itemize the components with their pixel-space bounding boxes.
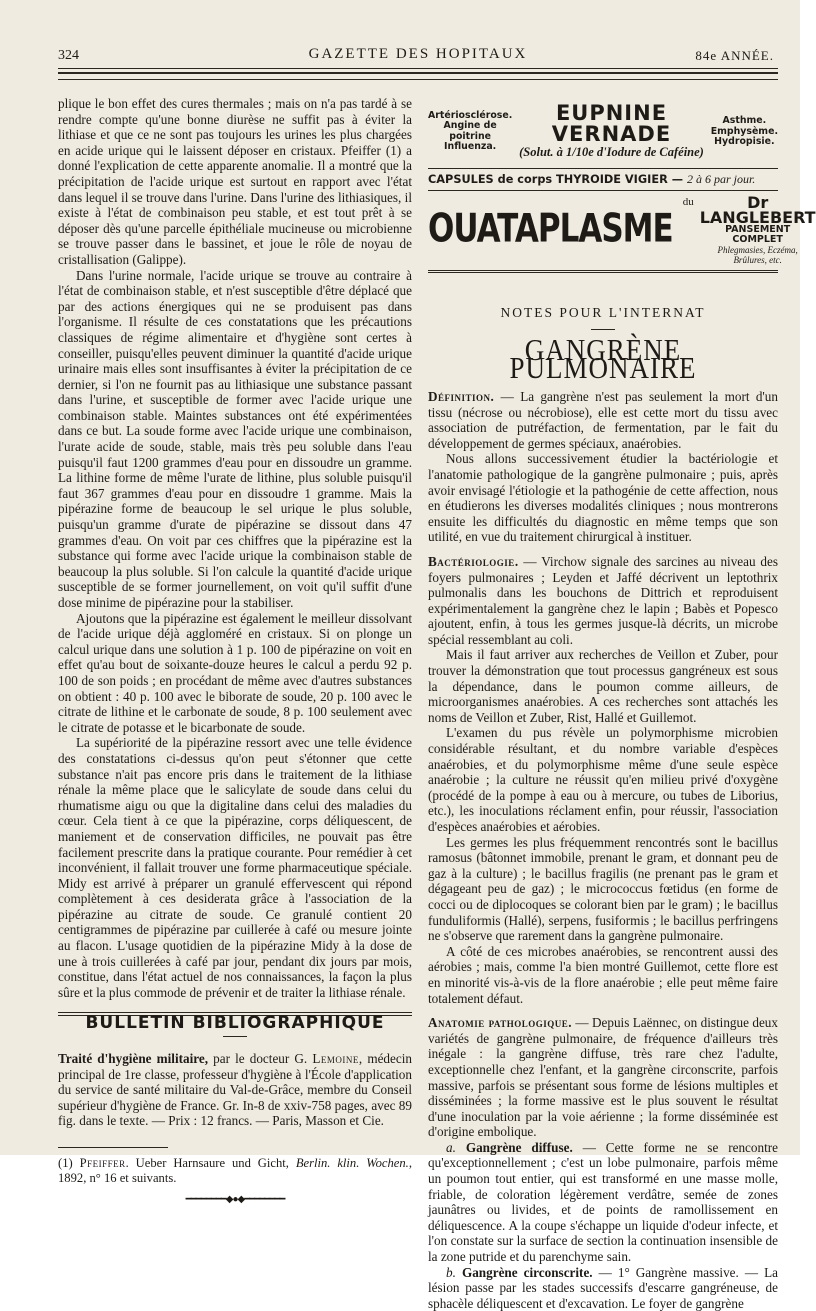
- ouataplasme-brand: OUATAPLASME: [428, 206, 673, 252]
- section-heading: NOTES POUR L'INTERNAT: [500, 305, 706, 321]
- ad-brand-block: EUPNINE VERNADE (Solut. à 1/10e d'Iodure de Caféine): [512, 103, 710, 161]
- paragraph: b. Gangrène circonscrite. — 1° Gangrène massive. — La lésion passe par les stades successifs d'escarre gangréneuse, de sphacèle déliquescent et d'excavation. Le foyer de gangrène: [428, 1264, 778, 1311]
- running-header: [58, 44, 778, 66]
- capsules-ad: CAPSULES de corps THYROIDE VIGIER — 2 à 6 par jour.: [428, 168, 778, 192]
- header-rule-thick: [58, 72, 778, 74]
- book-entry: Traité d'hygiène militaire, par le docteur G. Lemoine, médecin principal de 1re classe, professeur d'hygiène à l'École d'application du service de santé militaire du Val-de-Grâce, membre du Conseil supérieur d'hygiène de France. Gr. In-8 de xxiv-758 pages, avec 89 fig. dans le texte. — Prix : 12 francs. — Paris, Masson et Cie.: [58, 1051, 412, 1129]
- paragraph: A côté de ces microbes anaérobies, se rencontrent aussi des aérobies ; mais, comme l'a bien montré Guillemot, cette flore est en minorité vis-à-vis de la flore anaérobie ; elle peut même faire totalement défaut.: [428, 943, 778, 1006]
- fleuron-ornament: ━━━━━━━━◆●◆━━━━━━━━: [185, 1194, 285, 1205]
- book-title: Traité d'hygiène militaire,: [58, 1051, 209, 1067]
- paragraph: Dans l'urine normale, l'acide urique se trouve au contraire à l'état de combinaison stable, et n'est susceptible d'être déplacé que par des actions énergiques qui ne se produisent pas dans l'organisme. Il résulte de ces constatations que les précautions classiques de régime alimentaire et d'hygiène sont certes à conseiller, puisqu'elles peuvent diminuer la quantité d'acide urique urinaire mais elles sont insuffisantes à éviter la précipitation de ce dernier, si l'on ne fournit pas au lithiasique une substance passant dans l'urine, et susceptible de former avec l'acide urique une combinaison stable. Maintes substances ont été expérimentées dans ce but. La soude forme avec l'acide urique une combinaison, l'urate acide de soude, stable, mais très peu soluble dans l'eau puisqu'il faut 1200 grammes d'eau pour en dissoudre un gramme. La lithine forme de même l'urate de lithine, plus soluble puisqu'il faut 367 grammes d'eau pour en dissoudre 1 gramme. Mais la pipérazine forme de beaucoup le sel urique le plus soluble, puisqu'un gramme d'urate de pipérazine se dissout dans 47 grammes d'eau. On voit par ces chiffres que la pipérazine est la substance qui forme avec l'acide urique la combinaison stable de beaucoup la plus soluble. Si l'on calcule la quantité d'acide urique susceptible de se former journellement, on voit qu'il suffit d'une dose minime de pipérazine pour la stabiliser.: [58, 267, 412, 610]
- article-title: GANGRÈNE PULMONAIRE: [509, 332, 697, 385]
- header-rule-bottom: [58, 79, 778, 80]
- page-number: 324: [58, 48, 79, 63]
- paragraph: Les germes les plus fréquemment rencontrés sont le bacillus ramosus (bâtonnet immobile, prenant le gram, et donnant peu de gaz à la culture) ; le bacillus fragilis (ne prenant pas le gram et dégageant peu de gaz) ; le micrococcus fœtidus (en forme de cocci ou de diplocoques se colorant bien par le gram) ; le bacillus funduliformis (Hallé), serpens, fusiformis ; le bacillus perfringens ne s'observe que rarement dans la gangrène pulmonaire.: [428, 834, 778, 944]
- short-rule: [223, 1036, 247, 1037]
- paragraph: Bactériologie. — Virchow signale des sarcines au niveau des foyers pulmonaires ; Leyden et Jaffé décrivent un leptothrix pulmonalis dans les bouchons de Dittrich et reproduisent expérimentalement la gangrène chez le lapin ; Babès et Popesco ajoutent, enfin, à tous les germes jusque-là décrits, un microbe spécial ressemblant au coli.: [428, 553, 778, 647]
- year-label: 84e ANNÉE.: [695, 48, 774, 63]
- left-column: [58, 96, 412, 1208]
- paragraph: Ajoutons que la pipérazine est également le meilleur dissolvant de l'acide urique déjà aggloméré en cristaux. Si on plonge un calcul urique dans une solution à 1 p. 100 de pipérazine on voit en effet qu'au bout de soixante-douze heures le calcul a perdu 92 p. 100 de son poids ; en procédant de même avec d'autres substances on obtient : 40 p. 100 avec le biborate de soude, 20 p. 100 avec le citrate de lithine et le carbonate de soude, 8 p. 100 seulement avec le citrate de potasse et le bicarbonate de soude.: [58, 610, 412, 735]
- ouataplasme-ad: OUATAPLASME du Dr LANGLEBERT PANSEMENT COMPLET Phlegmasies, Eczéma, Brûlures, etc.: [428, 195, 778, 273]
- paragraph: a. Gangrène diffuse. — Cette forme ne se rencontre qu'exceptionnellement ; c'est un lobe pulmonaire, parfois même un poumon tout entier, qui est transformé en une masse molle, friable, de coloration légèrement verdâtre, semée de zones jaunâtres ou livides, et de points de ramollissement en déliquescence. A la coupe s'échappe un liquide d'odeur infecte, et l'on constate sur la surface de section la continuation insensible de la zone putride et du parenchyme sain.: [428, 1139, 778, 1265]
- bulletin-title: BULLETIN BIBLIOGRAPHIQUE: [85, 1013, 385, 1034]
- author: Lemoine: [312, 1051, 359, 1067]
- eupnine-brand: EUPNINE VERNADE: [551, 101, 672, 146]
- header-rule: [58, 68, 778, 69]
- paragraph: La supériorité de la pipérazine ressort avec une telle évidence des constatations ci-dessus qu'on peut s'étonner que cette substance n'ait pas encore pris dans le traitement de la lithiase rénale la même place que le salicylate de soude dans celui du rhumatisme aigu ou que la digitaline dans celui des maladies du cœur. Cela tient à ce que la pipérazine, corps déliquescent, de maniement et de conservation difficiles, ne pouvait pas être facilement prescrite dans la pratique courante. Pour remédier à cet inconvénient, il fallait trouver une forme pharmaceutique spéciale. Midy est arrivé à préparer un granulé effervescent qui répond complètement à ces desiderata grâce à l'association de la pipérazine au citrate de soude. Ce granulé contient 20 centigrammes de pipérazine par cuillerée à café ou mesure jointe au flacon. L'usage quotidien de la pipérazine Midy à la dose de une à trois cuillerées à café par jour, pendant dix jours par mois, constitue, dans l'état actuel de nos connaissances, la façon la plus sûre et la plus commode de prévenir et de traiter la lithiase rénale.: [58, 735, 412, 1000]
- journal-title: GAZETTE DES HOPITAUX: [308, 46, 528, 62]
- eupnine-ad: [428, 103, 778, 161]
- footnote: (1) Pfeiffer. Ueber Harnsaure und Gicht, Berlin. klin. Wochen., 1892, n° 16 et suivants.: [58, 1156, 412, 1185]
- ad-indications-right: Asthme. Emphysème. Hydropisie.: [710, 115, 778, 148]
- paragraph: plique le bon effet des cures thermales ; mais on n'a pas tardé à se rendre compte qu'une bonne diurèse ne suffit pas à éviter la lithiase et que ce ne sont pas toujours les urines les plus chargées en acide urique qui le laissent déposer en cristaux. Pfeiffer (1) a donné l'explication de cette apparente anomalie. Il a montré que la précipitation de l'acide urique est surtout en rapport avec l'état dans lequel il se trouve dans l'urine. Dans l'urine des lithiasiques, il existe à l'état de combinaison peu stable, et est tout prêt à se déposer dès qu'une parcelle épithéliale mucineuse ou microbienne se trouve passer dans le bassinet, et joue le rôle de noyau de cristallisation (Galippe).: [58, 96, 412, 267]
- ad-indications-left: Artériosclérose. Angine de poitrine Influenza.: [428, 109, 513, 153]
- short-rule: [591, 329, 615, 330]
- footnote-rule: [58, 1147, 168, 1148]
- paragraph: Nous allons successivement étudier la bactériologie et l'anatomie pathologique de la gangrène pulmonaire ; puis, après avoir envisagé l'étiologie et la pathogénie de cette affection, nous en étudierons les diverses modalités cliniques ; nous montrerons ensuite les difficultés du diagnostic en même temps que son utilité, en vue du traitement chirurgical à instituer.: [428, 451, 778, 545]
- right-column: [428, 101, 816, 1311]
- paragraph: Définition. — La gangrène n'est pas seulement la mort d'un tissu (nécrose ou nécrobiose), elle est cette mort du tissu avec association de putréfaction, de fermentation, par le fait du développement de germes spéciaux, anaérobies.: [428, 388, 778, 451]
- paragraph: Anatomie pathologique. — Depuis Laënnec, on distingue deux variétés de gangrène pulmonaire, de fréquence d'ailleurs très inégale : la gangrène diffuse, très rare chez l'adulte, exceptionnelle chez l'enfant, et la gangrène circonscrite, parfois massive, parfois se présentant sous forme de lésions multiples et disséminées ; la forme massive est le plus souvent le résultat d'une inoculation par la voie aérienne ; la forme disséminée est d'origine embolique.: [428, 1015, 778, 1140]
- paragraph: Mais il faut arriver aux recherches de Veillon et Zuber, pour trouver la démonstration que tout processus gangréneux est sous la dépendance, dans le poumon comme ailleurs, de microorganismes anaérobies. A ces recherches sont attachés les noms de Veillon et Zuber, Rist, Hallé et Guillemot.: [428, 647, 778, 725]
- paragraph: L'examen du pus révèle un polymorphisme microbien considérable résultant, et du nombre variable d'espèces anaérobies, et du polymorphisme même d'une seule espèce anaérobie ; la culture ne réussit qu'en milieu privé d'oxygène (procédé de la pompe à eau ou à mercure, ou tubes de Liborius, etc.), les inoculations réclament enfin, pour réussir, l'association d'espèces anaérobies et aérobies.: [428, 725, 778, 834]
